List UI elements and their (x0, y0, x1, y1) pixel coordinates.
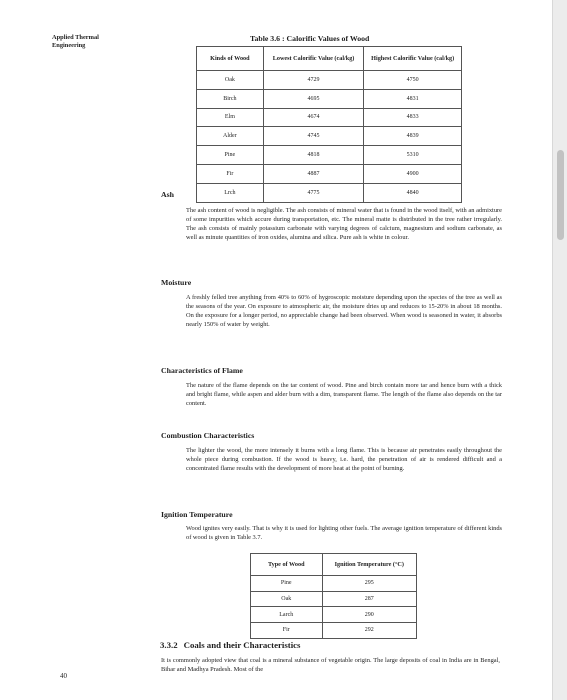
table-cell: 5310 (364, 146, 462, 165)
table-cell: 4750 (364, 71, 462, 90)
table-cell: 295 (322, 576, 416, 592)
section-title (160, 640, 300, 650)
running-head-line2: Engineering (52, 41, 86, 49)
table-header: Lowest Calorific Value (cal/kg) (263, 47, 364, 71)
table-cell: 4695 (263, 89, 364, 108)
table-cell: 287 (322, 591, 416, 607)
section-title-text: Coals and their Characteristics (183, 640, 301, 650)
table-cell: 4839 (364, 127, 462, 146)
table-cell: Fir (251, 623, 323, 639)
table-cell: 292 (322, 623, 416, 639)
moisture-heading: Moisture (161, 278, 192, 287)
table-row (251, 576, 417, 592)
table-row (197, 146, 462, 165)
calorific-values-table (196, 46, 462, 203)
ash-paragraph: The ash content of wood is negligible. The ash consists of mineral water that is found in the wood itself, with an admixture of some impurities which accure during transportation, etc. The mineral matte is distributed in the tree rather irregularly. The ash consists of mainly potassium carbonate with varying degrees of calcium, magnesium and sodium carbonate, as well as minute quantities of iron oxides, alumina and silica. Pure ash is white in colour. (186, 207, 502, 241)
table-cell: Pine (251, 576, 323, 592)
ignition-temperature-table (250, 553, 417, 639)
section-number: 3.3.2 (160, 640, 178, 650)
table-cell: 4840 (364, 183, 462, 202)
table-cell: Oak (251, 591, 323, 607)
table-cell: Birch (197, 89, 264, 108)
ignition-heading: Ignition Temperature (161, 510, 233, 519)
table-row (251, 591, 417, 607)
table-cell: 4775 (263, 183, 364, 202)
moisture-paragraph: A freshly felled tree anything from 40% to 60% of hygroscopic moisture depending upon the species of the tree as well as the seasons of the year. On exposure to atmospheric air, the moisture dries up and reduces to 15-20% in about 18 months. On the exposure for a longer period, no appreciable change had been observed. When wood is seasoned in water, it absorbs nearly 150% of water by weight. (186, 294, 502, 328)
table-row (197, 89, 462, 108)
flame-heading: Characteristics of Flame (161, 366, 243, 375)
combustion-paragraph: The lighter the wood, the more intensely it burns with a long flame. This is because air penetrates easily throughout the whole piece during combustion. If the wood is heavy, i.e. hard, the penetration of air is rendered difficult and a concentrated flame results with the development of more heat at the point of burning. (186, 447, 502, 472)
table-cell: 4674 (263, 108, 364, 127)
ash-heading: Ash (161, 190, 175, 199)
table-cell: Elm (197, 108, 264, 127)
table-cell: Larch (251, 607, 323, 623)
table-3-6-caption: Table 3.6 : Calorific Values of Wood (250, 34, 370, 43)
table-row (197, 127, 462, 146)
table-cell: 4818 (263, 146, 364, 165)
table-row (197, 71, 462, 90)
table-cell: Pine (197, 146, 264, 165)
flame-paragraph: The nature of the flame depends on the tar content of wood. Pine and birch contain more tar and hence burn with a thick and bright flame, while aspen and alder burn with a dim, transparent flame. The length of the flame also depends on the tar content. (186, 382, 502, 407)
combustion-heading: Combustion Characteristics (161, 431, 255, 440)
table-header: Highest Calorific Value (cal/kg) (364, 47, 462, 71)
table-header: Ignition Temperature (°C) (322, 554, 416, 576)
table-cell: 4900 (364, 164, 462, 183)
table-header: Kinds of Wood (197, 47, 264, 71)
table-cell: 4833 (364, 108, 462, 127)
table-cell: 4887 (263, 164, 364, 183)
table-cell: Alder (197, 127, 264, 146)
running-head (52, 34, 132, 49)
table-row (251, 623, 417, 639)
table-row (251, 607, 417, 623)
table-row (197, 164, 462, 183)
scrollbar-thumb[interactable] (557, 150, 564, 240)
table-row (197, 183, 462, 202)
running-head-line1: Applied Thermal (52, 34, 99, 41)
table-header: Type of Wood (251, 554, 323, 576)
table-cell: 4729 (263, 71, 364, 90)
table-cell: 290 (322, 607, 416, 623)
section-paragraph: It is commonly adopted view that coal is a mineral substance of vegetable origin. The large deposits of coal in India are in Bengal, Bihar and Madhya Pradesh. Most of the (161, 657, 500, 673)
vertical-scrollbar[interactable] (552, 0, 567, 700)
ignition-paragraph: Wood ignites very easily. That is why it is used for lighting other fuels. The average ignition temperature of different kinds of wood is given in Table 3.7. (186, 525, 502, 541)
table-cell: Lrch (197, 183, 264, 202)
table-row (197, 108, 462, 127)
table-cell: Oak (197, 71, 264, 90)
table-cell: 4831 (364, 89, 462, 108)
page-number: 40 (60, 672, 67, 680)
table-cell: 4745 (263, 127, 364, 146)
table-cell: Fir (197, 164, 264, 183)
